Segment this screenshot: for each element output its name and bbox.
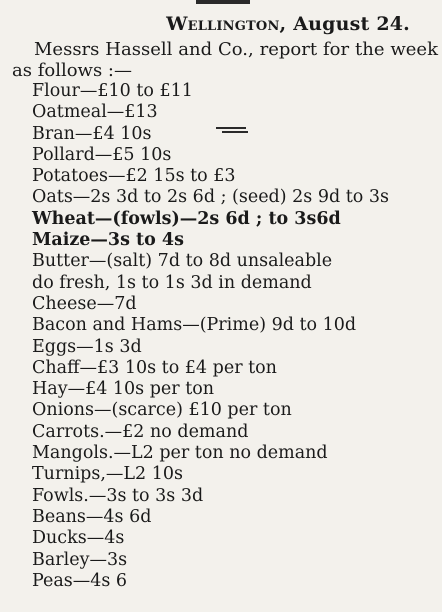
price-item: Oats—2s 3d to 2s 6d ; (seed) 2s 9d to 3s xyxy=(32,187,389,208)
price-item: Maize—3s to 4s xyxy=(32,230,184,251)
price-item: Fowls.—3s to 3s 3d xyxy=(32,485,204,506)
dateline-town: Wellington, xyxy=(166,13,287,35)
print-smudge xyxy=(222,131,248,133)
price-list xyxy=(32,81,389,592)
price-item: Wheat—(fowls)—2s 6d ; to 3s6d xyxy=(32,208,341,229)
price-item: Carrots.—£2 no demand xyxy=(32,421,249,442)
price-item: Peas—4s 6 xyxy=(32,570,128,591)
price-item: Barley—3s xyxy=(32,549,128,570)
price-item: Hay—£4 10s per ton xyxy=(32,379,215,400)
price-item: Pollard—£5 10s xyxy=(32,144,172,165)
price-item: Onions—(scarce) £10 per ton xyxy=(32,400,292,421)
print-smudge xyxy=(216,127,246,129)
price-item: Ducks—4s xyxy=(32,528,125,549)
header-rule xyxy=(196,0,250,4)
price-item: Eggs—1s 3d xyxy=(32,336,142,357)
price-item: Cheese—7d xyxy=(32,293,137,314)
price-item: Oatmeal—£13 xyxy=(32,102,158,123)
price-item: Potatoes—£2 15s to £3 xyxy=(32,166,236,187)
price-item: Mangols.—L2 per ton no demand xyxy=(32,443,328,464)
price-item: Beans—4s 6d xyxy=(32,506,152,527)
dateline-date: August 24. xyxy=(293,13,410,35)
price-item: Bran—£4 10s xyxy=(32,123,152,144)
price-item: Flour—£10 to £11 xyxy=(32,81,193,101)
price-item: Chaff—£3 10s to £4 per ton xyxy=(32,357,277,378)
price-item: Butter—(salt) 7d to 8d unsaleable xyxy=(32,251,333,272)
price-item: do fresh, 1s to 1s 3d in demand xyxy=(32,272,312,293)
price-item: Bacon and Hams—(Prime) 9d to 10d xyxy=(32,315,357,336)
price-item: Turnips,—L2 10s xyxy=(32,464,183,485)
intro-paragraph: Messrs Hassell and Co., report for the week as follows :— xyxy=(12,39,438,81)
dateline xyxy=(0,13,442,35)
